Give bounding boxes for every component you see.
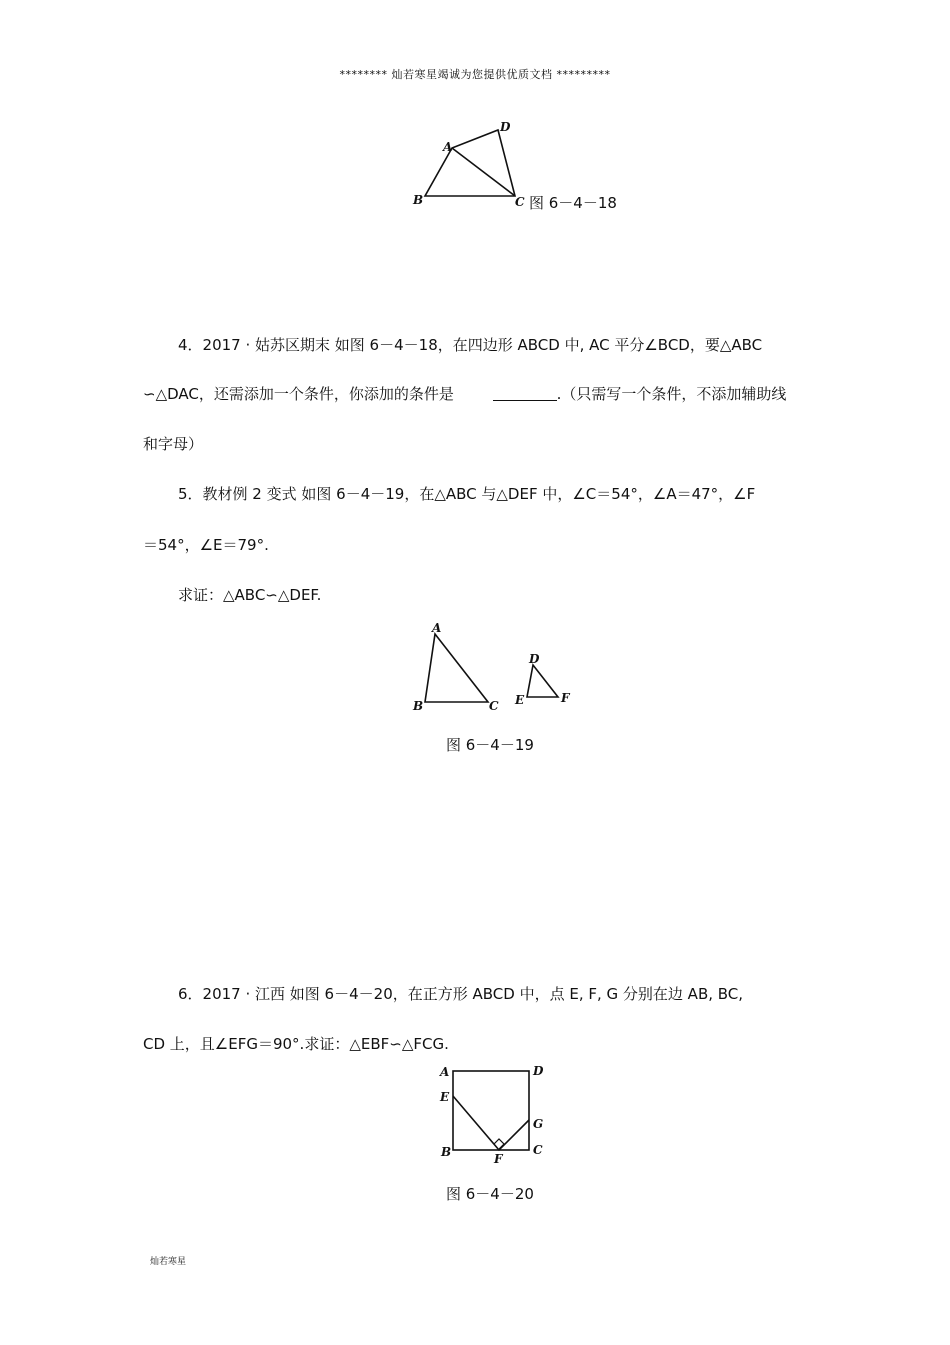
right-angle-mark	[494, 1139, 504, 1149]
label-c: C	[533, 1143, 543, 1157]
label-b: B	[413, 193, 424, 207]
label-a: A	[432, 621, 442, 635]
label-f: F	[561, 691, 570, 705]
label-e: E	[440, 1090, 450, 1104]
answer-blank	[493, 386, 557, 401]
label-e: E	[515, 693, 525, 707]
label-f: F	[494, 1152, 503, 1166]
label-b: B	[413, 699, 424, 713]
page-header: ******** 灿若寒星竭诚为您提供优质文档 *********	[339, 68, 611, 81]
caption-6-4-19: 图 6－4－19	[446, 736, 534, 754]
label-c: C	[489, 699, 499, 713]
q4-line2-a: ∽△DAC，还需添加一个条件，你添加的条件是	[143, 385, 454, 403]
q5-line2: ＝54°，∠E＝79°.	[143, 536, 269, 554]
segments-efg	[453, 1096, 529, 1150]
q5-line1: 5．教材例 2 变式 如图 6－4－19，在△ABC 与△DEF 中，∠C＝54°，∠A＝47°，∠F	[178, 485, 756, 503]
q4-line2	[143, 383, 786, 404]
square-abcd	[453, 1071, 529, 1150]
label-c: C	[515, 195, 525, 209]
quadrilateral-abcd	[425, 130, 515, 196]
label-d: D	[533, 1064, 544, 1078]
label-d: D	[529, 652, 540, 666]
q5-line3: 求证：△ABC∽△DEF.	[178, 586, 322, 604]
label-a: A	[443, 140, 453, 154]
q4-line1: 4．2017 · 姑苏区期末 如图 6－4－18，在四边形 ABCD 中, AC 平分∠BCD，要△ABC	[178, 336, 763, 354]
q4-line2-b: .（只需写一个条件，不添加辅助线	[556, 385, 787, 403]
caption-6-4-20: 图 6－4－20	[446, 1185, 534, 1203]
q6-line1: 6．2017 · 江西 如图 6－4－20，在正方形 ABCD 中，点 E, F, G 分别在边 AB, BC,	[178, 985, 744, 1003]
label-b: B	[441, 1145, 452, 1159]
label-a: A	[440, 1065, 450, 1079]
triangle-def	[527, 665, 558, 697]
label-d: D	[500, 120, 511, 134]
triangle-abc	[425, 634, 488, 702]
label-g: G	[533, 1117, 544, 1131]
q4-line3: 和字母）	[143, 435, 204, 453]
caption-6-4-18: 图 6－4－18	[529, 194, 617, 212]
page-footer: 灿若寒星	[150, 1257, 187, 1267]
diagonal-ac	[452, 148, 515, 196]
q6-line2: CD 上，且∠EFG＝90°.求证：△EBF∽△FCG.	[143, 1035, 449, 1053]
